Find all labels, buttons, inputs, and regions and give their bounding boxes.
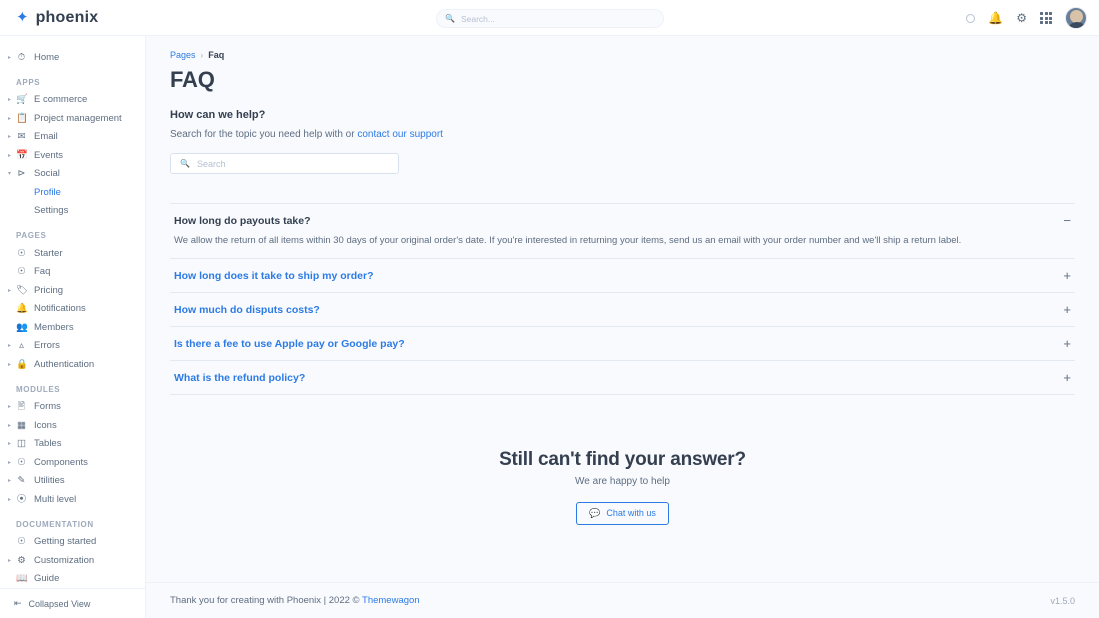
tag-icon: 🏷 bbox=[16, 284, 29, 296]
sidebar-item-guide[interactable] bbox=[0, 570, 145, 589]
bell-icon[interactable]: 🔔 bbox=[988, 11, 1004, 25]
page-title: FAQ bbox=[170, 67, 215, 92]
sidebar-item-label: Social bbox=[34, 168, 60, 180]
share-icon: ⊳ bbox=[17, 168, 26, 179]
collapsed-view-label: Collapsed View bbox=[28, 598, 91, 609]
faq-toggle-icon[interactable]: + bbox=[1063, 369, 1071, 385]
sidebar-item-email[interactable] bbox=[0, 128, 145, 147]
chevron-right-icon: ▸ bbox=[8, 97, 12, 104]
sidebar-item-label: Components bbox=[34, 456, 88, 468]
brand-name: phoenix bbox=[35, 8, 99, 26]
faq-question[interactable]: How long does it take to ship my order? bbox=[174, 269, 374, 282]
sidebar-item-customization[interactable] bbox=[0, 551, 145, 570]
chat-bubble-icon: 💬 bbox=[589, 507, 601, 518]
breadcrumb-current: Faq bbox=[208, 50, 225, 60]
global-search-box[interactable] bbox=[436, 9, 664, 28]
sidebar-nav bbox=[0, 36, 145, 588]
sidebar-section-apps-label: APPS bbox=[16, 77, 41, 87]
sidebar-section-pages-label: PAGES bbox=[16, 231, 47, 240]
chevron-right-icon: ▸ bbox=[8, 343, 12, 350]
sidebar-item-getting-started[interactable] bbox=[0, 533, 145, 552]
faq-answer: We allow the return of all items within 30 days of your original order's date. If you're interested in returning your items, send us an email with your order number and we'll ship a return label. bbox=[174, 235, 962, 246]
sidebar-item-faq[interactable] bbox=[0, 263, 145, 282]
book-icon: 📖 bbox=[16, 573, 28, 584]
sidebar-item-label: Multi level bbox=[34, 493, 77, 505]
wrench-icon: ✎ bbox=[17, 475, 26, 486]
search-icon: 🔍 bbox=[445, 14, 455, 23]
page-content bbox=[146, 36, 1099, 582]
gear-icon: ⚙ bbox=[17, 554, 26, 566]
contact-support-link[interactable]: contact our support bbox=[357, 129, 443, 140]
footer-text: Thank you for creating with Phoenix | 2022 © bbox=[170, 595, 363, 606]
chevron-right-icon: ▸ bbox=[8, 134, 12, 141]
sidebar-item-label: Customization bbox=[34, 554, 95, 566]
sidebar-item-label: Tables bbox=[34, 438, 62, 450]
faq-item[interactable] bbox=[170, 361, 1075, 395]
envelope-icon: ✉ bbox=[17, 131, 26, 142]
sidebar-item-label: Project management bbox=[34, 112, 122, 124]
sidebar-item-utilities[interactable] bbox=[0, 472, 145, 491]
sidebar-item-label: Events bbox=[34, 149, 64, 161]
sidebar-item-forms[interactable] bbox=[0, 398, 145, 417]
collapsed-view-toggle[interactable] bbox=[0, 588, 145, 618]
cart-icon: 🛒 bbox=[16, 94, 28, 105]
table-icon: ◫ bbox=[17, 438, 26, 449]
sidebar-item-authentication[interactable] bbox=[0, 355, 145, 374]
chevron-right-icon: ▸ bbox=[8, 115, 12, 122]
sidebar-item-label: E commerce bbox=[34, 94, 88, 106]
breadcrumb-parent[interactable]: Pages bbox=[170, 50, 196, 60]
feather-logo-icon: ✦ bbox=[16, 9, 29, 26]
sidebar-item-tables[interactable] bbox=[0, 435, 145, 454]
sidebar-item-project-management[interactable] bbox=[0, 109, 145, 128]
sidebar-item-label: Errors bbox=[34, 340, 60, 352]
sidebar-item-label: Settings bbox=[34, 205, 69, 217]
sidebar-item-label: Faq bbox=[34, 266, 51, 278]
faq-search-input[interactable] bbox=[197, 159, 389, 169]
faq-question[interactable]: How long do payouts take? bbox=[174, 215, 311, 227]
chevron-right-icon: ▸ bbox=[8, 361, 12, 368]
faq-list bbox=[170, 203, 1075, 395]
sidebar-item-label: Icons bbox=[34, 419, 57, 431]
warning-icon: ▵ bbox=[19, 340, 24, 351]
help-subtext bbox=[170, 129, 1075, 140]
faq-item[interactable] bbox=[170, 293, 1075, 327]
sidebar-item-members[interactable] bbox=[0, 318, 145, 337]
sidebar-item-label: Pricing bbox=[34, 284, 64, 296]
cta-subtitle: We are happy to help bbox=[575, 475, 670, 487]
main-area bbox=[146, 36, 1099, 618]
footer-link[interactable]: Themewagon bbox=[362, 595, 420, 606]
sidebar-item-components[interactable] bbox=[0, 453, 145, 472]
sidebar-item-label: Forms bbox=[34, 401, 61, 413]
chat-with-us-button[interactable] bbox=[576, 502, 669, 525]
sidebar-item-label: Email bbox=[34, 131, 58, 143]
chevron-right-icon: ▸ bbox=[8, 478, 12, 485]
sidebar-item-settings[interactable] bbox=[0, 202, 145, 221]
cta-section bbox=[170, 449, 1075, 525]
sidebar-item-label: Home bbox=[34, 51, 60, 63]
sidebar-item-label: Guide bbox=[34, 573, 60, 585]
sidebar-item-label: Getting started bbox=[34, 536, 97, 548]
avatar[interactable] bbox=[1065, 7, 1087, 29]
sidebar-item-pricing[interactable] bbox=[0, 281, 145, 300]
lock-icon: 🔒 bbox=[16, 358, 28, 370]
faq-toggle-icon[interactable]: + bbox=[1063, 301, 1071, 317]
faq-item[interactable] bbox=[170, 204, 1075, 259]
faq-toggle-icon[interactable]: + bbox=[1063, 335, 1071, 351]
faq-item[interactable] bbox=[170, 327, 1075, 361]
faq-question[interactable]: Is there a fee to use Apple pay or Google pay? bbox=[174, 337, 405, 350]
breadcrumb bbox=[170, 50, 1075, 60]
users-icon: 👥 bbox=[16, 321, 28, 333]
chat-button-label: Chat with us bbox=[606, 508, 656, 519]
sidebar-item-errors[interactable] bbox=[0, 337, 145, 356]
sidebar-item-e-commerce[interactable] bbox=[0, 91, 145, 110]
global-search-input[interactable] bbox=[461, 14, 655, 24]
theme-toggle-icon[interactable] bbox=[966, 14, 975, 23]
chevron-right-icon: ▸ bbox=[8, 422, 12, 429]
sidebar-item-label: Profile bbox=[34, 186, 61, 198]
search-icon: 🔍 bbox=[180, 159, 190, 168]
chevron-right-icon: ▸ bbox=[8, 459, 12, 466]
footer-text-wrap bbox=[170, 595, 420, 606]
sidebar-item-label: Members bbox=[34, 321, 74, 333]
sidebar-item-label: Starter bbox=[34, 247, 63, 259]
faq-search[interactable] bbox=[170, 153, 399, 174]
apps-grid-icon[interactable] bbox=[1040, 12, 1052, 24]
sidebar-item-multi-level[interactable] bbox=[0, 490, 145, 509]
faq-question[interactable]: How much do disputs costs? bbox=[174, 303, 320, 316]
sidebar-section-modules-label: MODULES bbox=[16, 384, 61, 394]
chevron-down-icon: ▾ bbox=[8, 171, 12, 178]
sidebar-item-home[interactable] bbox=[0, 48, 145, 67]
file-icon: 🖹 bbox=[17, 401, 26, 412]
sidebar-item-social[interactable] bbox=[0, 165, 145, 184]
body bbox=[0, 36, 1099, 618]
sidebar-item-icons[interactable] bbox=[0, 416, 145, 435]
brand-logo[interactable] bbox=[0, 9, 146, 27]
chevron-right-icon: ▸ bbox=[8, 54, 12, 61]
sidebar-item-notifications[interactable] bbox=[0, 300, 145, 319]
faq-toggle-icon[interactable]: + bbox=[1063, 267, 1071, 283]
topbar-actions bbox=[966, 0, 1087, 36]
chevron-right-icon: ▸ bbox=[8, 287, 12, 294]
help-heading: How can we help? bbox=[170, 109, 266, 121]
footer bbox=[146, 582, 1099, 618]
sidebar-item-events[interactable] bbox=[0, 146, 145, 165]
clipboard-icon: 📋 bbox=[16, 112, 28, 124]
global-search[interactable] bbox=[436, 9, 664, 28]
sidebar-item-label: Utilities bbox=[34, 475, 65, 487]
layers-icon: ⦿ bbox=[16, 493, 27, 505]
question-circle-icon: ☉ bbox=[17, 266, 26, 277]
faq-toggle-icon[interactable]: − bbox=[1063, 213, 1071, 228]
top-navbar bbox=[0, 0, 1099, 36]
sidebar-item-label: Authentication bbox=[34, 358, 95, 370]
sidebar-item-profile[interactable] bbox=[0, 183, 145, 202]
cta-title: Still can't find your answer? bbox=[499, 448, 746, 470]
breadcrumb-separator-icon: › bbox=[200, 50, 204, 60]
help-subtext-prefix: Search for the topic you need help with or bbox=[170, 129, 358, 140]
sidebar-item-label: Notifications bbox=[34, 303, 86, 315]
chevron-right-icon: ▸ bbox=[8, 496, 12, 503]
sidebar-section-documentation-label: DOCUMENTATION bbox=[16, 519, 94, 529]
chevron-right-icon: ▸ bbox=[8, 557, 12, 564]
rocket-icon: ☉ bbox=[17, 536, 26, 547]
clock-icon: ⏱ bbox=[17, 51, 26, 63]
chevron-right-icon: ▸ bbox=[8, 404, 12, 411]
grid-icon: ▦ bbox=[17, 419, 26, 431]
puzzle-icon: ☉ bbox=[17, 456, 26, 468]
calendar-icon: 📅 bbox=[16, 149, 28, 161]
sidebar bbox=[0, 36, 146, 618]
gear-icon[interactable]: ⚙ bbox=[1016, 11, 1027, 25]
rocket-icon: ☉ bbox=[17, 247, 26, 259]
faq-item[interactable] bbox=[170, 259, 1075, 293]
bell-icon: 🔔 bbox=[16, 303, 28, 314]
chevron-right-icon: ▸ bbox=[8, 441, 12, 448]
footer-version: v1.5.0 bbox=[1050, 595, 1075, 606]
sidebar-item-starter[interactable] bbox=[0, 244, 145, 263]
faq-question[interactable]: What is the refund policy? bbox=[174, 371, 306, 384]
chevron-right-icon: ▸ bbox=[8, 152, 12, 159]
collapse-icon: ⇤ bbox=[14, 598, 22, 608]
